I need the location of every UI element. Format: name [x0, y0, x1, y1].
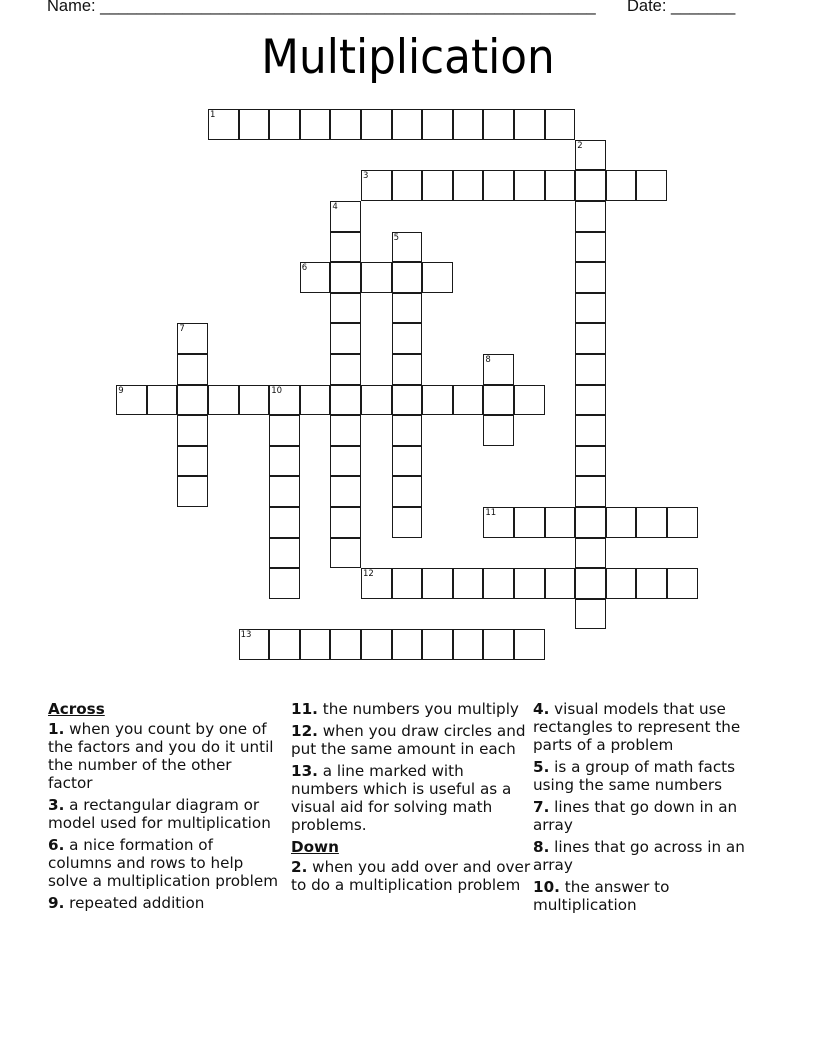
crossword-cell[interactable] — [636, 568, 667, 599]
crossword-cell[interactable] — [606, 170, 637, 201]
crossword-cell[interactable] — [361, 170, 392, 201]
crossword-cell[interactable] — [208, 109, 239, 140]
clue-text: lines that go across in an array — [533, 838, 745, 874]
crossword-cell[interactable] — [361, 568, 392, 599]
crossword-cell[interactable] — [545, 170, 576, 201]
date-field-label: Date: _______ — [627, 0, 736, 15]
crossword-cell[interactable] — [483, 415, 514, 446]
crossword-cell[interactable] — [300, 385, 331, 416]
crossword-cell[interactable] — [392, 629, 423, 660]
crossword-cell[interactable] — [330, 109, 361, 140]
crossword-cell[interactable] — [361, 109, 392, 140]
crossword-cell[interactable] — [422, 170, 453, 201]
crossword-cell[interactable] — [300, 629, 331, 660]
crossword-cell[interactable] — [392, 170, 423, 201]
clue-text: visual models that use rectangles to represent the parts of a problem — [533, 700, 741, 754]
page-title: Multiplication — [261, 30, 555, 85]
crossword-cell[interactable] — [422, 568, 453, 599]
crossword-cell[interactable] — [330, 415, 361, 446]
crossword-cell[interactable] — [361, 262, 392, 293]
clue-down-8 — [533, 838, 773, 874]
crossword-cell[interactable] — [392, 568, 423, 599]
clue-text: when you count by one of the factors and you do it until the number of the other factor — [48, 720, 274, 792]
crossword-cell[interactable] — [545, 568, 576, 599]
clue-number-label: 5 — [393, 232, 400, 243]
crossword-cell[interactable] — [177, 446, 208, 477]
crossword-cell[interactable] — [453, 170, 484, 201]
crossword-cell[interactable] — [392, 446, 423, 477]
clue-down-4 — [533, 700, 773, 754]
crossword-cell[interactable] — [606, 568, 637, 599]
crossword-cell[interactable] — [300, 109, 331, 140]
crossword-cell[interactable] — [636, 507, 667, 538]
clue-number-label: 2 — [577, 140, 583, 151]
crossword-cell[interactable] — [422, 629, 453, 660]
clue-number: 13. — [291, 762, 318, 780]
crossword-cell[interactable] — [269, 507, 300, 538]
crossword-cell[interactable] — [575, 568, 606, 599]
crossword-cell[interactable] — [514, 568, 545, 599]
clue-number: 5. — [533, 758, 550, 776]
crossword-cell[interactable] — [239, 629, 270, 660]
crossword-cell[interactable] — [575, 446, 606, 477]
clue-number-label: 6 — [301, 263, 308, 274]
clue-down-10 — [533, 878, 773, 914]
crossword-cell[interactable] — [575, 232, 606, 263]
crossword-cell[interactable] — [147, 385, 178, 416]
crossword-cell[interactable] — [483, 629, 514, 660]
crossword-cell[interactable] — [514, 507, 545, 538]
clue-text: the answer to multiplication — [533, 878, 670, 914]
crossword-cell[interactable] — [453, 629, 484, 660]
clue-across-12 — [291, 722, 531, 758]
crossword-cell[interactable] — [269, 538, 300, 569]
crossword-cell[interactable] — [422, 385, 453, 416]
clue-across-11 — [291, 700, 531, 718]
across-heading: Across — [48, 700, 105, 718]
crossword-cell[interactable] — [392, 323, 423, 354]
crossword-cell[interactable] — [208, 385, 239, 416]
crossword-cell[interactable] — [392, 232, 423, 263]
crossword-cell[interactable] — [575, 354, 606, 385]
crossword-cell[interactable] — [392, 262, 423, 293]
crossword-cell[interactable] — [483, 354, 514, 385]
crossword-cell[interactable] — [575, 170, 606, 201]
clue-number-label: 11 — [485, 508, 497, 518]
clue-across-1 — [48, 720, 280, 792]
crossword-cell[interactable] — [330, 293, 361, 324]
crossword-cell[interactable] — [177, 385, 208, 416]
crossword-cell[interactable] — [392, 385, 423, 416]
clue-text: when you add over and over to do a multiplication problem — [291, 858, 531, 894]
crossword-cell[interactable] — [453, 568, 484, 599]
crossword-cell[interactable] — [269, 476, 300, 507]
clue-number-label: 9 — [118, 385, 124, 396]
clue-number: 11. — [291, 700, 318, 718]
clue-number: 4. — [533, 700, 550, 718]
crossword-cell[interactable] — [269, 446, 300, 477]
clue-across-13 — [291, 762, 531, 834]
crossword-cell[interactable] — [177, 323, 208, 354]
crossword-cell[interactable] — [239, 385, 270, 416]
crossword-cell[interactable] — [330, 201, 361, 232]
clue-text: lines that go down in an array — [533, 798, 738, 834]
clue-number: 3. — [48, 796, 65, 814]
crossword-cell[interactable] — [575, 262, 606, 293]
crossword-cell[interactable] — [177, 415, 208, 446]
clue-across-9 — [48, 894, 280, 912]
down-heading: Down — [291, 838, 339, 856]
crossword-cell[interactable] — [636, 170, 667, 201]
clue-down-2 — [291, 858, 531, 894]
crossword-cell[interactable] — [575, 538, 606, 569]
crossword-cell[interactable] — [269, 415, 300, 446]
crossword-cell[interactable] — [667, 568, 698, 599]
crossword-cell[interactable] — [545, 109, 576, 140]
clue-number-label: 4 — [332, 202, 338, 212]
crossword-cell[interactable] — [330, 629, 361, 660]
clue-number: 8. — [533, 838, 550, 856]
name-field-label: Name: ______________________________________________________ — [47, 0, 596, 15]
crossword-cell[interactable] — [483, 568, 514, 599]
crossword-cell[interactable] — [575, 507, 606, 538]
crossword-cell[interactable] — [422, 262, 453, 293]
clue-text: when you draw circles and put the same amount in each — [291, 722, 526, 758]
clue-across-6 — [48, 836, 280, 890]
clue-number-label: 10 — [271, 385, 283, 396]
crossword-cell[interactable] — [269, 629, 300, 660]
crossword-cell[interactable] — [269, 568, 300, 599]
clue-text: is a group of math facts using the same numbers — [533, 758, 736, 794]
clue-number-label: 12 — [363, 569, 374, 580]
clue-text: repeated addition — [64, 894, 205, 912]
crossword-cell[interactable] — [392, 354, 423, 385]
crossword-cell[interactable] — [177, 354, 208, 385]
clue-number: 10. — [533, 878, 560, 896]
clues-column-3 — [533, 700, 773, 918]
crossword-cell[interactable] — [483, 170, 514, 201]
crossword-cell[interactable] — [330, 354, 361, 385]
crossword-cell[interactable] — [300, 262, 331, 293]
crossword-cell[interactable] — [330, 385, 361, 416]
crossword-cell[interactable] — [392, 476, 423, 507]
clue-text: a line marked with numbers which is useful as a visual aid for solving math problems. — [291, 762, 512, 834]
clue-down-5 — [533, 758, 773, 794]
crossword-cell[interactable] — [514, 385, 545, 416]
crossword-cell[interactable] — [514, 109, 545, 140]
crossword-cell[interactable] — [392, 507, 423, 538]
crossword-cell[interactable] — [575, 415, 606, 446]
crossword-cell[interactable] — [361, 629, 392, 660]
clue-text: a rectangular diagram or model used for multiplication — [48, 796, 271, 832]
crossword-cell[interactable] — [392, 109, 423, 140]
crossword-cell[interactable] — [453, 109, 484, 140]
crossword-cell[interactable] — [239, 109, 270, 140]
clue-number: 7. — [533, 798, 550, 816]
crossword-cell[interactable] — [667, 507, 698, 538]
crossword-cell[interactable] — [514, 170, 545, 201]
crossword-cell[interactable] — [392, 415, 423, 446]
crossword-cell[interactable] — [575, 323, 606, 354]
clue-text: a nice formation of columns and rows to help solve a multiplication problem — [48, 836, 279, 890]
crossword-cell[interactable] — [483, 109, 514, 140]
crossword-cell[interactable] — [575, 476, 606, 507]
clue-number-label: 7 — [179, 324, 185, 335]
crossword-cell[interactable] — [269, 109, 300, 140]
clue-number-label: 1 — [210, 110, 216, 121]
clue-down-7 — [533, 798, 773, 834]
crossword-cell[interactable] — [514, 629, 545, 660]
crossword-cell[interactable] — [330, 323, 361, 354]
crossword-cell[interactable] — [575, 201, 606, 232]
crossword-cell[interactable] — [606, 507, 637, 538]
clue-number: 6. — [48, 836, 65, 854]
crossword-cell[interactable] — [575, 385, 606, 416]
clue-text: the numbers you multiply — [317, 700, 519, 718]
crossword-cell[interactable] — [330, 446, 361, 477]
clue-number-label: 13 — [240, 630, 252, 641]
clue-number-label: 8 — [485, 355, 491, 365]
crossword-cell[interactable] — [330, 262, 361, 293]
crossword-cell[interactable] — [330, 507, 361, 538]
clue-across-3 — [48, 796, 280, 832]
clues-column-2 — [291, 700, 531, 898]
crossword-cell[interactable] — [422, 109, 453, 140]
clue-number: 1. — [48, 720, 65, 738]
crossword-cell[interactable] — [177, 476, 208, 507]
clues-column-1 — [48, 700, 280, 916]
crossword-cell[interactable] — [269, 385, 300, 416]
crossword-cell[interactable] — [575, 293, 606, 324]
crossword-cell[interactable] — [575, 599, 606, 630]
clue-number: 9. — [48, 894, 65, 912]
clue-number: 2. — [291, 858, 308, 876]
crossword-cell[interactable] — [330, 538, 361, 569]
crossword-cell[interactable] — [361, 385, 392, 416]
crossword-cell[interactable] — [392, 293, 423, 324]
clue-number: 12. — [291, 722, 318, 740]
crossword-cell[interactable] — [330, 232, 361, 263]
crossword-cell[interactable] — [453, 385, 484, 416]
crossword-cell[interactable] — [545, 507, 576, 538]
crossword-cell[interactable] — [483, 507, 514, 538]
crossword-cell[interactable] — [116, 385, 147, 416]
crossword-cell[interactable] — [330, 476, 361, 507]
crossword-cell[interactable] — [575, 140, 606, 171]
clue-number-label: 3 — [363, 171, 369, 182]
crossword-cell[interactable] — [483, 385, 514, 416]
